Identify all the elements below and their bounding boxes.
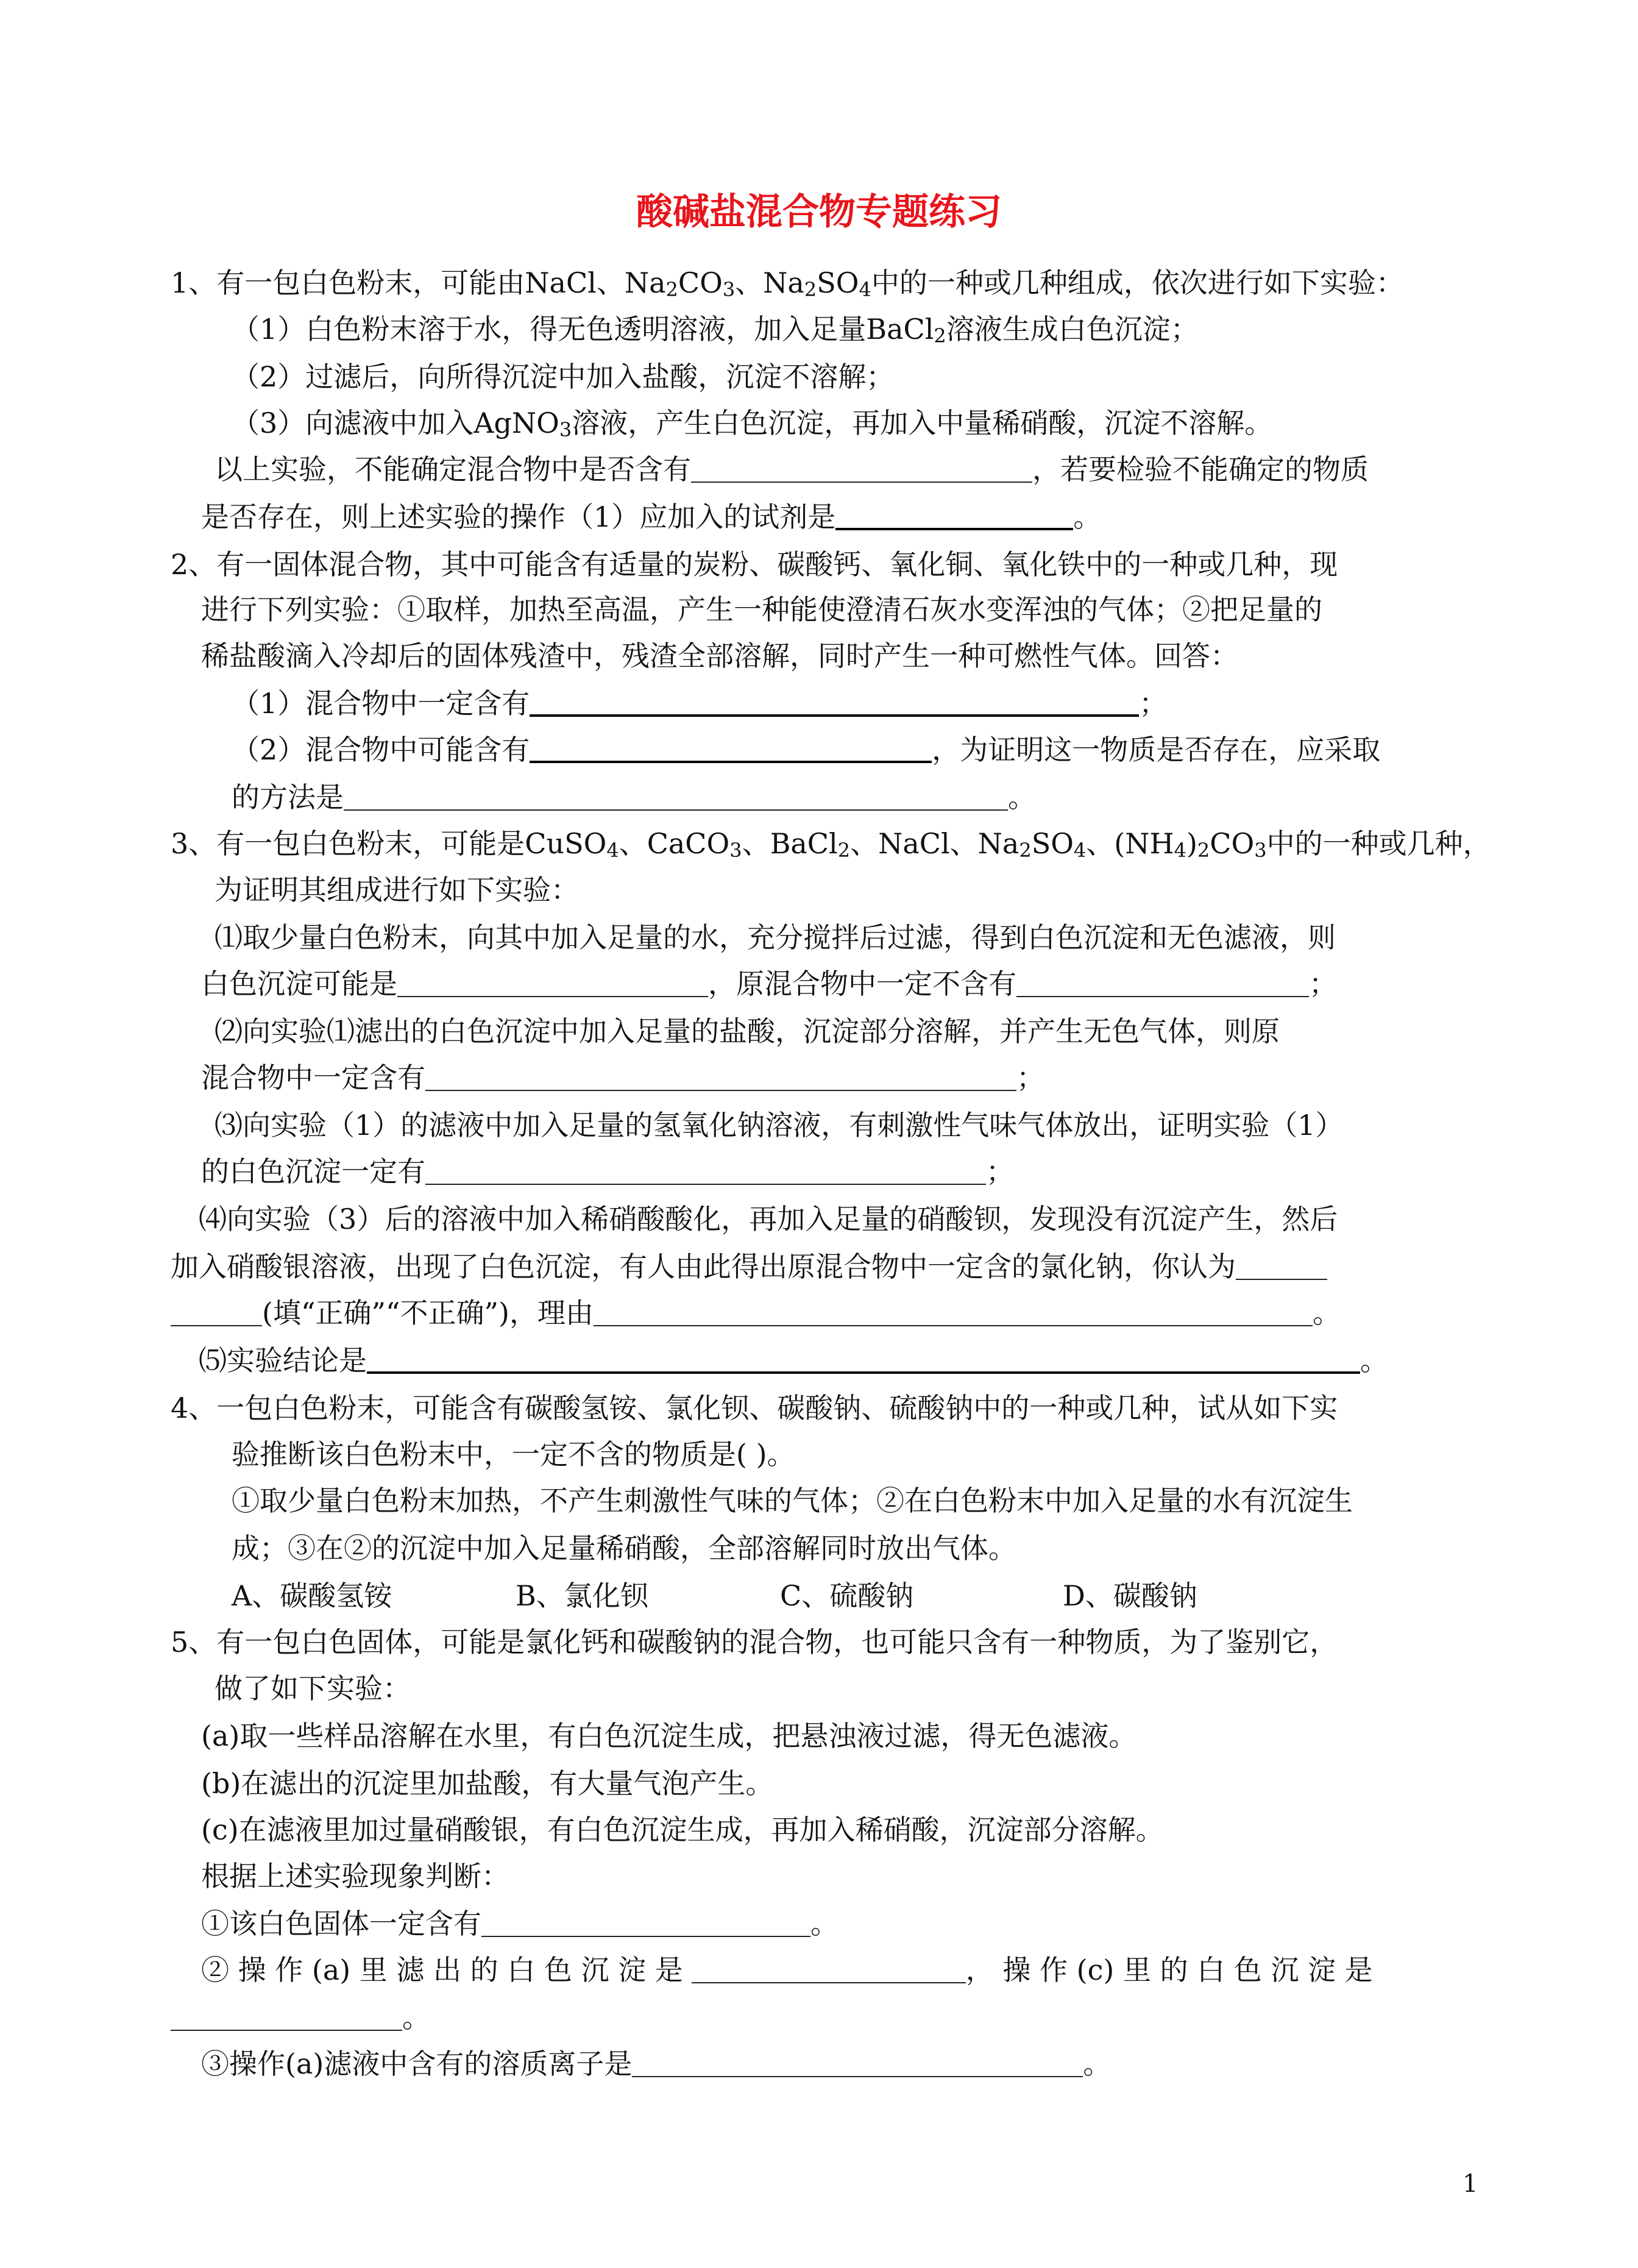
q1-ask1: 以上实验，不能确定混合物中是否含有 ，若要检验不能确定的物质 xyxy=(214,453,1369,486)
q4-option-a: A、碳酸氢铵 xyxy=(232,1579,392,1612)
q2-answer-1: （1）混合物中一定含有 ； xyxy=(232,687,1168,720)
q3-part4-line-2: 加入硝酸银溶液，出现了白色沉淀，有人由此得出原混合物中一定含的氯化钠，你认为 xyxy=(171,1248,1327,1285)
q4-line-2: 验推断该白色粉末中，一定不含的物质是( )。 xyxy=(232,1438,795,1471)
q5-judge-2: ② 操 作 (a) 里 滤 出 的 白 色 沉 淀 是 ， 操 作 (c) 里 的 白 色 沉 淀 是 xyxy=(201,1953,1373,1986)
q4-line-1: 4、一包白色粉末，可能含有碳酸氢铵、氯化钡、碳酸钠、硫酸钠中的一种或几种，试从如下实 xyxy=(171,1392,1338,1424)
q2-answer-3: 的方法是 。 xyxy=(232,781,1036,814)
q5-judge-3: ③操作(a)滤液中含有的溶质离子是 。 xyxy=(201,2047,1112,2080)
q2-line-1: 2、有一固体混合物，其中可能含有适量的炭粉、碳酸钙、氧化铜、氧化铁中的一种或几种，现 xyxy=(171,548,1338,581)
q2-answer-blank-2[interactable] xyxy=(530,734,932,763)
q1-ask2: 是否存在，则上述实验的操作（1）应加入的试剂是 。 xyxy=(201,500,1102,533)
q2-answer-blank-3[interactable] xyxy=(344,783,1008,811)
q4-line-3: ①取少量白色粉末加热，不产生刺激性气味的气体；②在白色粉末中加入足量的水有沉淀生 xyxy=(232,1484,1353,1517)
page-title: 酸碱盐混合物专题练习 xyxy=(636,191,1002,233)
q3-line-2: 为证明其组成进行如下实验： xyxy=(214,873,579,906)
q5-step-b: (b)在滤出的沉淀里加盐酸，有大量气泡产生。 xyxy=(201,1767,774,1800)
q5-step-a: (a)取一些样品溶解在水里，有白色沉淀生成，把悬浊液过滤，得无色滤液。 xyxy=(201,1719,1137,1752)
q5-answer-blank-3[interactable] xyxy=(171,2003,402,2031)
q5-judge-1: ①该白色固体一定含有 。 xyxy=(201,1907,838,1940)
q5-line-2: 做了如下实验： xyxy=(214,1672,411,1705)
q3-part2-line-2: 混合物中一定含有 ； xyxy=(201,1061,1044,1094)
q4-option-b: B、氯化钡 xyxy=(516,1579,648,1612)
q4-option-d: D、碳酸钠 xyxy=(1063,1579,1197,1612)
q5-line-1: 5、有一包白色固体，可能是氯化钙和碳酸钠的混合物，也可能只含有一种物质，为了鉴别它， xyxy=(171,1626,1338,1658)
q2-answer-2: （2）混合物中可能含有 ，为证明这一物质是否存在，应采取 xyxy=(232,733,1381,766)
q3-part1-line-1: ⑴取少量白色粉末，向其中加入足量的水，充分搅拌后过滤，得到白色沉淀和无色滤液，则 xyxy=(214,921,1336,954)
q2-line-3: 稀盐酸滴入冷却后的固体残渣中，残渣全部溶解，同时产生一种可燃性气体。回答： xyxy=(201,639,1238,672)
q3-stem: 3、有一包白色粉末，可能是CuSO$_4$、CaCO$_3$、BaCl$_2$、NaCl、$Na_2SO_4$、$(NH_4)_2CO_3$中的一种或几种， xyxy=(171,827,1491,862)
q3-answer-blank-6[interactable] xyxy=(594,1298,1313,1326)
q3-part2-line-1: ⑵向实验⑴滤出的白色沉淀中加入足量的盐酸，沉淀部分溶解，并产生无色气体，则原 xyxy=(214,1015,1280,1048)
q5-answer-blank-4[interactable] xyxy=(632,2049,1083,2077)
q3-answer-blank-2[interactable] xyxy=(1016,969,1309,997)
q5-answer-blank-2[interactable] xyxy=(692,1955,966,1983)
q3-answer-blank-3[interactable] xyxy=(425,1063,1016,1091)
q1-stem: 1、有一包白色粉末，可能由NaCl、$Na_2CO_3$、$Na_2SO_4$中的一种或几种组成，依次进行如下实验： xyxy=(171,266,1404,301)
q1-step1: （1）白色粉末溶于水，得无色透明溶液，加入足量BaCl$_2$溶液生成白色沉淀； xyxy=(232,313,1199,347)
q5-step-c: (c)在滤液里加过量硝酸银，有白色沉淀生成，再加入稀硝酸，沉淀部分溶解。 xyxy=(201,1813,1164,1846)
q3-part1-line-2: 白色沉淀可能是 ，原混合物中一定不含有 ； xyxy=(201,967,1337,1000)
q1-step2: （2）过滤后，向所得沉淀中加入盐酸，沉淀不溶解； xyxy=(232,360,895,393)
q4-option-c: C、硫酸钠 xyxy=(780,1579,914,1612)
q1-answer-blank-2[interactable] xyxy=(835,501,1073,530)
q2-line-2: 进行下列实验：①取样，加热至高温，产生一种能使澄清石灰水变浑浊的气体；②把足量的 xyxy=(201,593,1322,626)
q3-part4-line-1: ⑷向实验（3）后的溶液中加入稀硝酸酸化，再加入足量的硝酸钡，发现没有沉淀产生，然后 xyxy=(199,1203,1338,1235)
q1-step3: （3）向滤液中加入AgNO$_3$溶液，产生白色沉淀，再加入中量稀硝酸，沉淀不溶解。 xyxy=(232,407,1273,441)
q2-answer-blank-1[interactable] xyxy=(530,688,1139,717)
q3-part3-line-1: ⑶向实验（1）的滤液中加入足量的氢氧化钠溶液，有刺激性气味气体放出，证明实验（1） xyxy=(214,1109,1344,1142)
q5-judge-2-cont: 。 xyxy=(171,1999,430,2036)
page-number: 1 xyxy=(1462,2170,1478,2198)
q3-answer-blank-5-cont[interactable] xyxy=(171,1298,262,1326)
q5-answer-blank-1[interactable] xyxy=(481,1909,810,1937)
q3-answer-blank-1[interactable] xyxy=(397,969,708,997)
q1-answer-blank-1[interactable] xyxy=(691,455,1032,483)
q3-part5: ⑸实验结论是 。 xyxy=(199,1344,1388,1377)
q3-answer-blank-5[interactable] xyxy=(1236,1252,1327,1280)
q3-part4-line-3: (填“正确”“不正确”)，理由 。 xyxy=(171,1295,1341,1331)
q3-answer-blank-4[interactable] xyxy=(425,1157,986,1185)
q3-part3-line-2: 的白色沉淀一定有 ； xyxy=(201,1155,1014,1188)
q5-judge: 根据上述实验现象判断： xyxy=(201,1860,509,1893)
q4-line-4: 成；③在②的沉淀中加入足量稀硝酸，全部溶解同时放出气体。 xyxy=(232,1532,1016,1565)
q3-answer-blank-7[interactable] xyxy=(367,1345,1360,1374)
